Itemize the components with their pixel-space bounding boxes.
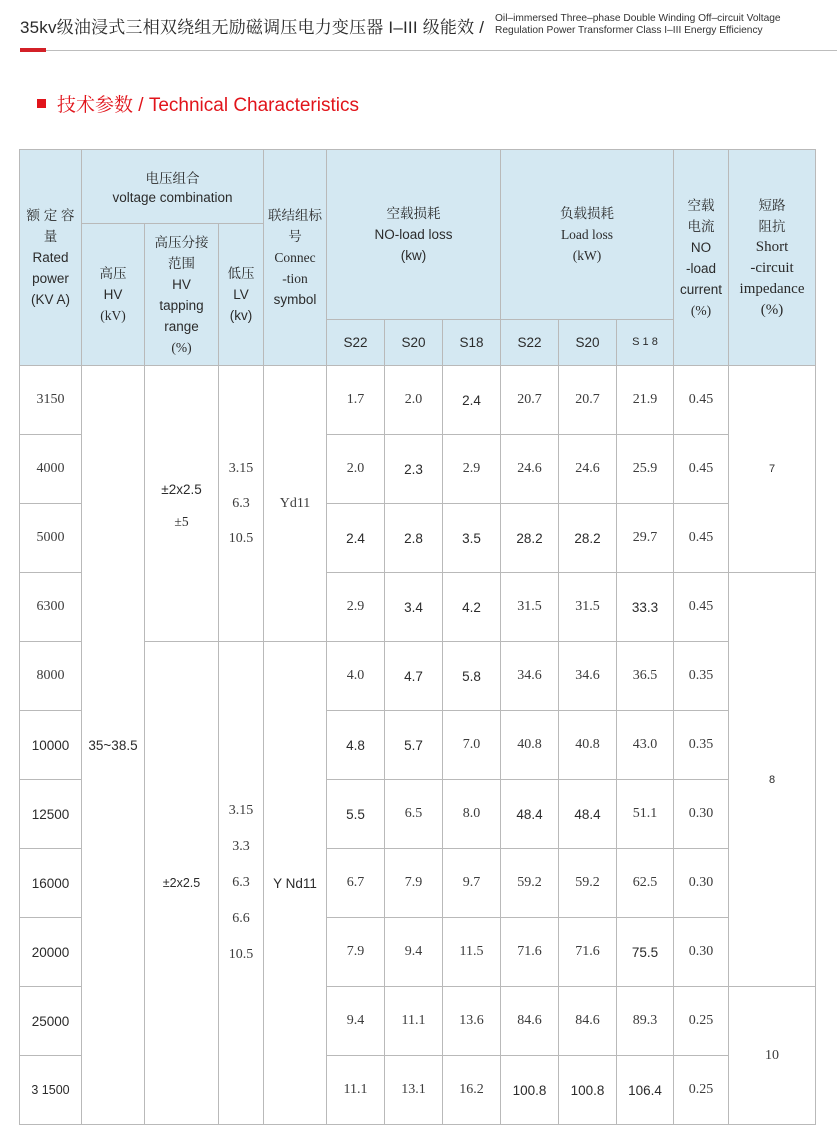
col-header-load-s20: S20 bbox=[559, 320, 617, 366]
col-header-load-loss bbox=[501, 150, 674, 320]
conn-en1: Connec bbox=[274, 250, 316, 265]
cell-load-s22: 84.6 bbox=[501, 987, 559, 1056]
imp-cn: 短路阻抗 bbox=[758, 197, 786, 234]
technical-characteristics-table bbox=[19, 149, 816, 1125]
col-header-connection-symbol bbox=[264, 150, 327, 366]
imp-unit: (%) bbox=[760, 301, 784, 318]
cell-load-s20: 24.6 bbox=[559, 435, 617, 504]
cell-load-s18: 33.3 bbox=[617, 573, 674, 642]
cur-cn: 空载电流 bbox=[687, 197, 715, 234]
lv-en: LV bbox=[233, 287, 249, 302]
lv-group2-item: 10.5 bbox=[228, 947, 254, 962]
cell-noload-s20: 2.0 bbox=[385, 366, 443, 435]
cell-load-s20: 28.2 bbox=[559, 504, 617, 573]
lv-group2-item: 6.6 bbox=[232, 911, 250, 926]
lv-unit: (kv) bbox=[229, 308, 253, 323]
cell-noload-current: 0.25 bbox=[674, 1056, 729, 1125]
col-header-load-s22: S22 bbox=[501, 320, 559, 366]
voltage-cn: 电压组合 bbox=[145, 170, 200, 186]
cell-connection-group1: Yd11 bbox=[264, 366, 327, 642]
cell-load-s20: 40.8 bbox=[559, 711, 617, 780]
tap-en1: HV bbox=[172, 276, 191, 292]
cell-noload-s22: 7.9 bbox=[327, 918, 385, 987]
load-en: Load loss bbox=[560, 227, 614, 242]
imp-en2: -circuit bbox=[750, 259, 794, 276]
table-row bbox=[20, 366, 816, 435]
cell-load-s22: 24.6 bbox=[501, 435, 559, 504]
load-cn: 负载损耗 bbox=[560, 206, 614, 221]
cell-noload-s18: 3.5 bbox=[443, 504, 501, 573]
lv-cn: 低压 bbox=[227, 266, 255, 281]
cell-noload-current: 0.30 bbox=[674, 918, 729, 987]
hv-en: HV bbox=[103, 287, 123, 302]
cell-load-s22: 48.4 bbox=[501, 780, 559, 849]
imp-en3: impedance bbox=[739, 280, 805, 297]
header-title-en-line2: Regulation Power Transformer Class I–III Energy Efficiency bbox=[495, 25, 763, 36]
noload-en: NO-load loss bbox=[374, 227, 453, 242]
cell-noload-s22: 4.8 bbox=[327, 711, 385, 780]
conn-cn: 联结组标号 bbox=[268, 208, 322, 244]
cell-noload-s22: 2.0 bbox=[327, 435, 385, 504]
cell-noload-s18: 11.5 bbox=[443, 918, 501, 987]
col-header-noload-current bbox=[674, 150, 729, 366]
cell-load-s18: 25.9 bbox=[617, 435, 674, 504]
col-header-noload-loss bbox=[327, 150, 501, 320]
tap-cn: 高压分接范围 bbox=[154, 234, 209, 271]
cell-noload-s18: 5.8 bbox=[443, 642, 501, 711]
cell-load-s18: 62.5 bbox=[617, 849, 674, 918]
col-header-impedance bbox=[729, 150, 816, 366]
cell-load-s18: 43.0 bbox=[617, 711, 674, 780]
lv-group1-item: 3.15 bbox=[228, 461, 254, 476]
cell-noload-s22: 2.4 bbox=[327, 504, 385, 573]
cell-load-s20: 71.6 bbox=[559, 918, 617, 987]
cell-noload-current: 0.30 bbox=[674, 780, 729, 849]
cell-noload-s20: 2.3 bbox=[385, 435, 443, 504]
cell-load-s20: 48.4 bbox=[559, 780, 617, 849]
col-header-hv bbox=[82, 224, 145, 366]
cell-rated-power: 5000 bbox=[20, 504, 82, 573]
cell-rated-power: 3150 bbox=[20, 366, 82, 435]
cell-load-s22: 34.6 bbox=[501, 642, 559, 711]
cell-noload-s20: 4.7 bbox=[385, 642, 443, 711]
cell-noload-s18: 16.2 bbox=[443, 1056, 501, 1125]
header-divider bbox=[20, 50, 837, 51]
col-header-lv bbox=[219, 224, 264, 366]
cell-noload-s22: 1.7 bbox=[327, 366, 385, 435]
cell-noload-s20: 2.8 bbox=[385, 504, 443, 573]
lv-group2-item: 3.15 bbox=[228, 803, 254, 818]
noload-cn: 空载损耗 bbox=[386, 206, 441, 221]
cell-load-s18: 89.3 bbox=[617, 987, 674, 1056]
cell-lv-group1 bbox=[219, 366, 264, 642]
cell-rated-power: 8000 bbox=[20, 642, 82, 711]
lv-group1-item: 6.3 bbox=[232, 496, 250, 511]
cur-en3: current bbox=[680, 281, 723, 297]
rated-cn: 额 定 容 量 bbox=[26, 208, 75, 244]
rated-en: Rated power bbox=[32, 250, 69, 286]
cell-noload-s20: 6.5 bbox=[385, 780, 443, 849]
cell-noload-s18: 2.9 bbox=[443, 435, 501, 504]
lv-group2-item: 6.3 bbox=[232, 875, 250, 890]
cell-noload-s20: 5.7 bbox=[385, 711, 443, 780]
cell-noload-current: 0.35 bbox=[674, 642, 729, 711]
voltage-en: voltage combination bbox=[112, 189, 233, 205]
cell-rated-power: 6300 bbox=[20, 573, 82, 642]
cell-rated-power: 25000 bbox=[20, 987, 82, 1056]
cell-tapping-range-group2: ±2x2.5 bbox=[145, 642, 219, 1125]
cell-lv-group2 bbox=[219, 642, 264, 1125]
cell-impedance-group2: 8 bbox=[729, 573, 816, 987]
header-title-en bbox=[495, 13, 781, 37]
cell-connection-group2: Y Nd11 bbox=[264, 642, 327, 1125]
cell-load-s20: 31.5 bbox=[559, 573, 617, 642]
cell-noload-current: 0.45 bbox=[674, 435, 729, 504]
cell-load-s22: 28.2 bbox=[501, 504, 559, 573]
col-header-load-s18: S 1 8 bbox=[617, 320, 674, 366]
lv-group2-item: 3.3 bbox=[232, 839, 250, 854]
cell-noload-s18: 9.7 bbox=[443, 849, 501, 918]
cell-load-s20: 34.6 bbox=[559, 642, 617, 711]
cell-noload-s20: 3.4 bbox=[385, 573, 443, 642]
cell-noload-s20: 7.9 bbox=[385, 849, 443, 918]
cell-rated-power: 4000 bbox=[20, 435, 82, 504]
cell-noload-current: 0.35 bbox=[674, 711, 729, 780]
cell-noload-s18: 13.6 bbox=[443, 987, 501, 1056]
cell-load-s22: 31.5 bbox=[501, 573, 559, 642]
cell-noload-current: 0.45 bbox=[674, 504, 729, 573]
page-header bbox=[0, 0, 837, 60]
tap-group1-line2: ±5 bbox=[174, 513, 189, 529]
cell-load-s22: 20.7 bbox=[501, 366, 559, 435]
header-accent-bar bbox=[20, 48, 46, 52]
cell-load-s18: 75.5 bbox=[617, 918, 674, 987]
cell-load-s18: 21.9 bbox=[617, 366, 674, 435]
cell-load-s18: 36.5 bbox=[617, 642, 674, 711]
cell-impedance-group3: 10 bbox=[729, 987, 816, 1125]
tap-unit: (%) bbox=[171, 339, 192, 355]
conn-en2: -tion bbox=[282, 271, 308, 286]
col-header-voltage-combination bbox=[82, 150, 264, 224]
cell-load-s20: 100.8 bbox=[559, 1056, 617, 1125]
hv-cn: 高压 bbox=[99, 266, 127, 281]
cell-noload-s20: 13.1 bbox=[385, 1056, 443, 1125]
cell-load-s22: 59.2 bbox=[501, 849, 559, 918]
col-header-tapping-range bbox=[145, 224, 219, 366]
cell-tapping-range-group1 bbox=[145, 366, 219, 642]
conn-en3: symbol bbox=[273, 292, 317, 307]
cell-noload-current: 0.45 bbox=[674, 573, 729, 642]
col-header-noload-s18: S18 bbox=[443, 320, 501, 366]
square-bullet-icon bbox=[37, 99, 46, 108]
cell-noload-s22: 6.7 bbox=[327, 849, 385, 918]
cell-rated-power: 16000 bbox=[20, 849, 82, 918]
cell-noload-current: 0.25 bbox=[674, 987, 729, 1056]
cell-noload-s22: 11.1 bbox=[327, 1056, 385, 1125]
cell-load-s20: 59.2 bbox=[559, 849, 617, 918]
cur-en1: NO bbox=[690, 239, 712, 255]
lv-group1-item: 10.5 bbox=[228, 531, 254, 546]
cell-load-s18: 29.7 bbox=[617, 504, 674, 573]
cell-hv-value: 35~38.5 bbox=[82, 366, 145, 1125]
cell-load-s18: 51.1 bbox=[617, 780, 674, 849]
load-unit: (kW) bbox=[572, 248, 602, 263]
hv-unit: (kV) bbox=[100, 308, 126, 323]
cell-noload-s18: 8.0 bbox=[443, 780, 501, 849]
cell-noload-s20: 9.4 bbox=[385, 918, 443, 987]
cell-noload-s22: 4.0 bbox=[327, 642, 385, 711]
rated-unit: (KV A) bbox=[30, 292, 70, 307]
col-header-rated-power bbox=[20, 150, 82, 366]
cell-load-s20: 84.6 bbox=[559, 987, 617, 1056]
cell-rated-power: 20000 bbox=[20, 918, 82, 987]
cell-rated-power: 12500 bbox=[20, 780, 82, 849]
header-title-en-line1: Oil–immersed Three–phase Double Winding Off–circuit Voltage bbox=[495, 13, 781, 24]
cell-impedance-group1: 7 bbox=[729, 366, 816, 573]
section-title-text: 技术参数 / Technical Characteristics bbox=[57, 95, 359, 116]
cell-load-s22: 100.8 bbox=[501, 1056, 559, 1125]
cell-load-s18: 106.4 bbox=[617, 1056, 674, 1125]
tap-group1-line1: ±2x2.5 bbox=[161, 481, 202, 497]
section-title bbox=[37, 90, 359, 117]
cell-load-s20: 20.7 bbox=[559, 366, 617, 435]
cell-load-s22: 71.6 bbox=[501, 918, 559, 987]
cell-noload-s20: 11.1 bbox=[385, 987, 443, 1056]
cell-noload-s22: 2.9 bbox=[327, 573, 385, 642]
cell-noload-s22: 9.4 bbox=[327, 987, 385, 1056]
imp-en1: Short bbox=[755, 238, 789, 255]
cell-noload-current: 0.45 bbox=[674, 366, 729, 435]
noload-unit: (kw) bbox=[400, 248, 427, 263]
cell-noload-s18: 2.4 bbox=[443, 366, 501, 435]
tap-en2: tapping range bbox=[159, 297, 204, 334]
cur-en2: -load bbox=[686, 260, 717, 276]
cell-noload-s18: 7.0 bbox=[443, 711, 501, 780]
col-header-noload-s20: S20 bbox=[385, 320, 443, 366]
cell-load-s22: 40.8 bbox=[501, 711, 559, 780]
cell-rated-power: 10000 bbox=[20, 711, 82, 780]
cell-noload-current: 0.30 bbox=[674, 849, 729, 918]
cur-unit: (%) bbox=[690, 302, 712, 318]
cell-noload-s18: 4.2 bbox=[443, 573, 501, 642]
cell-noload-s22: 5.5 bbox=[327, 780, 385, 849]
header-title-cn: 35kv级油浸式三相双绕组无励磁调压电力变压器 I–III 级能效 / bbox=[20, 18, 485, 37]
col-header-noload-s22: S22 bbox=[327, 320, 385, 366]
cell-rated-power: 3 1500 bbox=[20, 1056, 82, 1125]
